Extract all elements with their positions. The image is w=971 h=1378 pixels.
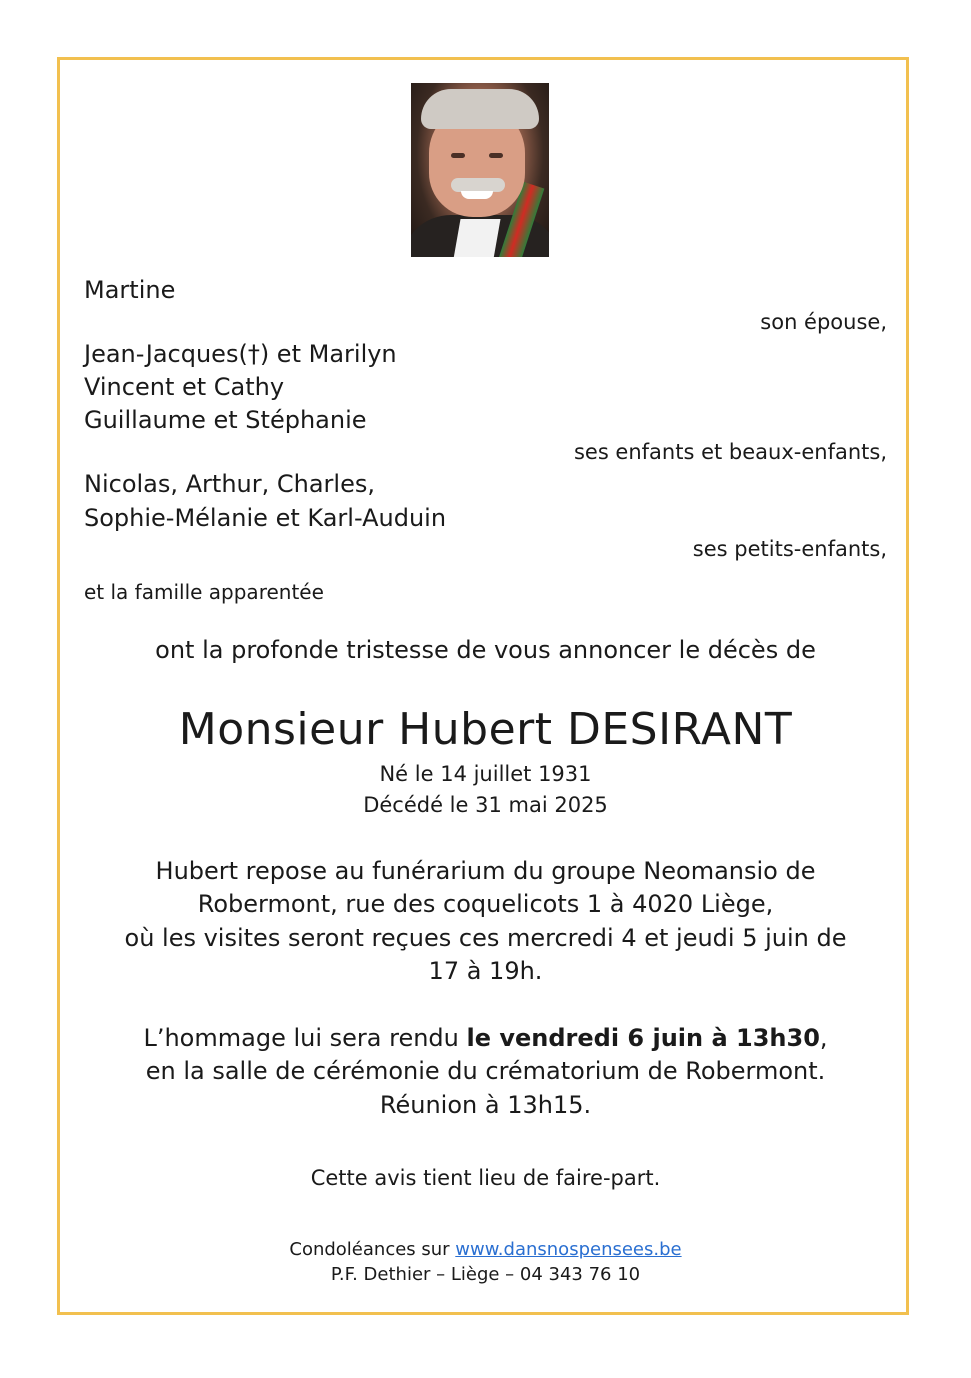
visitation-line-2: Robermont, rue des coquelicots 1 à 4020 Liège, (197, 890, 774, 918)
deceased-name: Monsieur Hubert DESIRANT (178, 704, 793, 755)
ceremony-line-1: L’hommage lui sera rendu le vendredi 6 juin à 13h30, (143, 1024, 828, 1052)
grandchildren-relation: ses petits-enfants, (692, 537, 887, 561)
visitation-line-3: où les visites seront reçues ces mercredi 4 et jeudi 5 juin de (124, 924, 847, 952)
portrait-photo (411, 83, 549, 257)
ceremony-line-3: Réunion à 13h15. (379, 1091, 592, 1119)
ceremony-line-2: en la salle de cérémonie du crématorium de Robermont. (145, 1057, 826, 1085)
visitation-line-1: Hubert repose au funérarium du groupe Neomansio de (155, 857, 816, 885)
grandchild-line-2: Sophie-Mélanie et Karl-Auduin (84, 504, 447, 532)
grandchild-line-1: Nicolas, Arthur, Charles, (84, 470, 375, 498)
ceremony-date: le vendredi 6 juin à 13h30 (466, 1024, 820, 1052)
spouse-name: Martine (84, 276, 176, 304)
condolences-link[interactable]: www.dansnospensees.be (455, 1239, 682, 1260)
spouse-relation: son épouse, (760, 310, 887, 334)
visitation-line-4: 17 à 19h. (428, 957, 543, 985)
notice-text: Cette avis tient lieu de faire-part. (310, 1166, 661, 1190)
children-relation: ses enfants et beaux-enfants, (573, 440, 887, 464)
child-line-2: Vincent et Cathy (84, 373, 285, 401)
announcement: ont la profonde tristesse de vous annoncer le décès de (155, 636, 816, 664)
child-line-3: Guillaume et Stéphanie (84, 406, 367, 434)
family-line: et la famille apparentée (84, 580, 324, 604)
child-line-1: Jean-Jacques(†) et Marilyn (84, 340, 397, 368)
death-date: Décédé le 31 mai 2025 (363, 793, 608, 817)
funeral-home: P.F. Dethier – Liège – 04 343 76 10 (330, 1264, 641, 1285)
birth-date: Né le 14 juillet 1931 (379, 762, 592, 786)
condolences-line: Condoléances sur www.dansnospensees.be (289, 1239, 682, 1260)
